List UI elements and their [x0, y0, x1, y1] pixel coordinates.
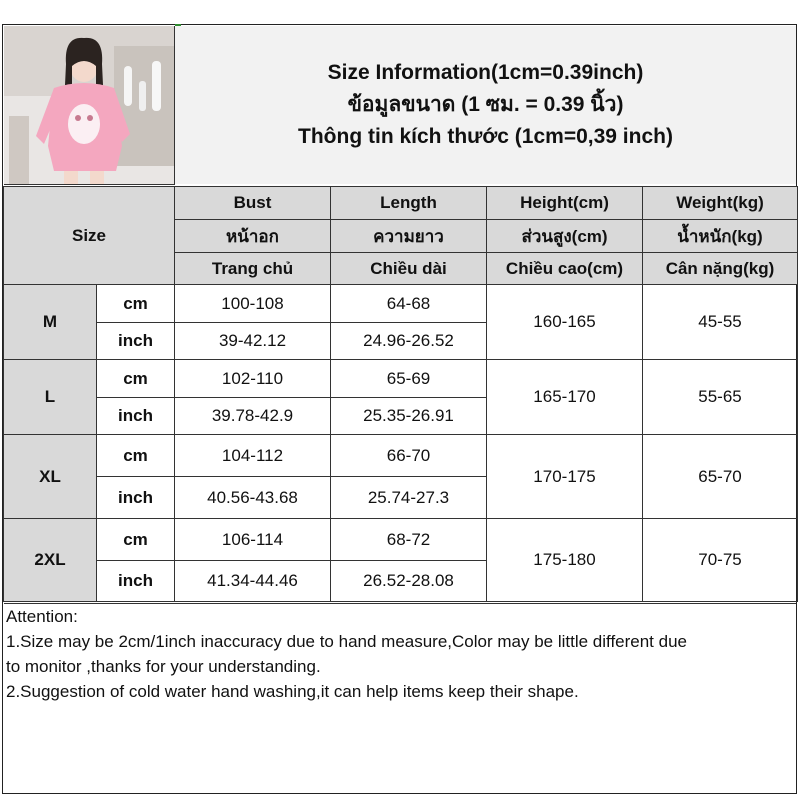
unit-cm: cm	[97, 519, 175, 561]
attention-notes	[4, 603, 796, 794]
unit-inch: inch	[97, 477, 175, 519]
bust-cm: 106-114	[175, 519, 331, 561]
notes-heading: Attention:	[6, 607, 78, 626]
height-value: 165-170	[487, 360, 643, 435]
header-size: Size	[4, 187, 175, 285]
model-photo	[4, 26, 175, 185]
table-row	[4, 435, 798, 477]
header-length-en: Length	[331, 187, 487, 220]
size-table	[3, 186, 798, 602]
unit-inch: inch	[97, 561, 175, 602]
size-label-2xl: 2XL	[4, 519, 97, 602]
weight-value: 70-75	[643, 519, 798, 602]
unit-cm: cm	[97, 360, 175, 398]
unit-cm: cm	[97, 285, 175, 323]
unit-inch: inch	[97, 323, 175, 360]
height-value: 170-175	[487, 435, 643, 519]
table-row	[4, 360, 798, 398]
bust-inch: 41.34-44.46	[175, 561, 331, 602]
length-inch: 26.52-28.08	[331, 561, 487, 602]
unit-inch: inch	[97, 398, 175, 435]
length-cm: 68-72	[331, 519, 487, 561]
header-height-en: Height(cm)	[487, 187, 643, 220]
header-length-vi: Chiều dài	[331, 253, 487, 285]
bust-cm: 104-112	[175, 435, 331, 477]
size-label-m: M	[4, 285, 97, 360]
size-label-xl: XL	[4, 435, 97, 519]
header-bust-vi: Trang chủ	[175, 253, 331, 285]
bust-inch: 39-42.12	[175, 323, 331, 360]
table-row	[4, 519, 798, 561]
bust-inch: 39.78-42.9	[175, 398, 331, 435]
unit-cm: cm	[97, 435, 175, 477]
length-cm: 65-69	[331, 360, 487, 398]
header-weight-th: น้ำหนัก(kg)	[643, 220, 798, 253]
length-cm: 66-70	[331, 435, 487, 477]
header-bust-en: Bust	[175, 187, 331, 220]
note-line-1a: 1.Size may be 2cm/1inch inaccuracy due to hand measure,Color may be little different due	[6, 632, 687, 651]
header-weight-en: Weight(kg)	[643, 187, 798, 220]
length-cm: 64-68	[331, 285, 487, 323]
header-row-english	[4, 187, 798, 220]
bust-inch: 40.56-43.68	[175, 477, 331, 519]
weight-value: 55-65	[643, 360, 798, 435]
title-english: Size Information(1cm=0.39inch)	[327, 61, 644, 84]
height-value: 175-180	[487, 519, 643, 602]
title-panel	[175, 26, 796, 184]
note-line-1b: to monitor ,thanks for your understanding.	[6, 657, 321, 676]
header-length-th: ความยาว	[331, 220, 487, 253]
model-photo-illustration	[4, 26, 174, 184]
height-value: 160-165	[487, 285, 643, 360]
header-height-vi: Chiều cao(cm)	[487, 253, 643, 285]
length-inch: 25.35-26.91	[331, 398, 487, 435]
bust-cm: 100-108	[175, 285, 331, 323]
length-inch: 25.74-27.3	[331, 477, 487, 519]
header-height-th: ส่วนสูง(cm)	[487, 220, 643, 253]
size-label-l: L	[4, 360, 97, 435]
header-bust-th: หน้าอก	[175, 220, 331, 253]
length-inch: 24.96-26.52	[331, 323, 487, 360]
bust-cm: 102-110	[175, 360, 331, 398]
title-thai: ข้อมูลขนาด (1 ซม. = 0.39 นิ้ว)	[347, 93, 624, 116]
weight-value: 65-70	[643, 435, 798, 519]
header-weight-vi: Cân nặng(kg)	[643, 253, 798, 285]
weight-value: 45-55	[643, 285, 798, 360]
title-vietnamese: Thông tin kích thước (1cm=0,39 inch)	[298, 125, 673, 148]
table-row	[4, 285, 798, 323]
note-line-2: 2.Suggestion of cold water hand washing,it can help items keep their shape.	[6, 682, 579, 701]
